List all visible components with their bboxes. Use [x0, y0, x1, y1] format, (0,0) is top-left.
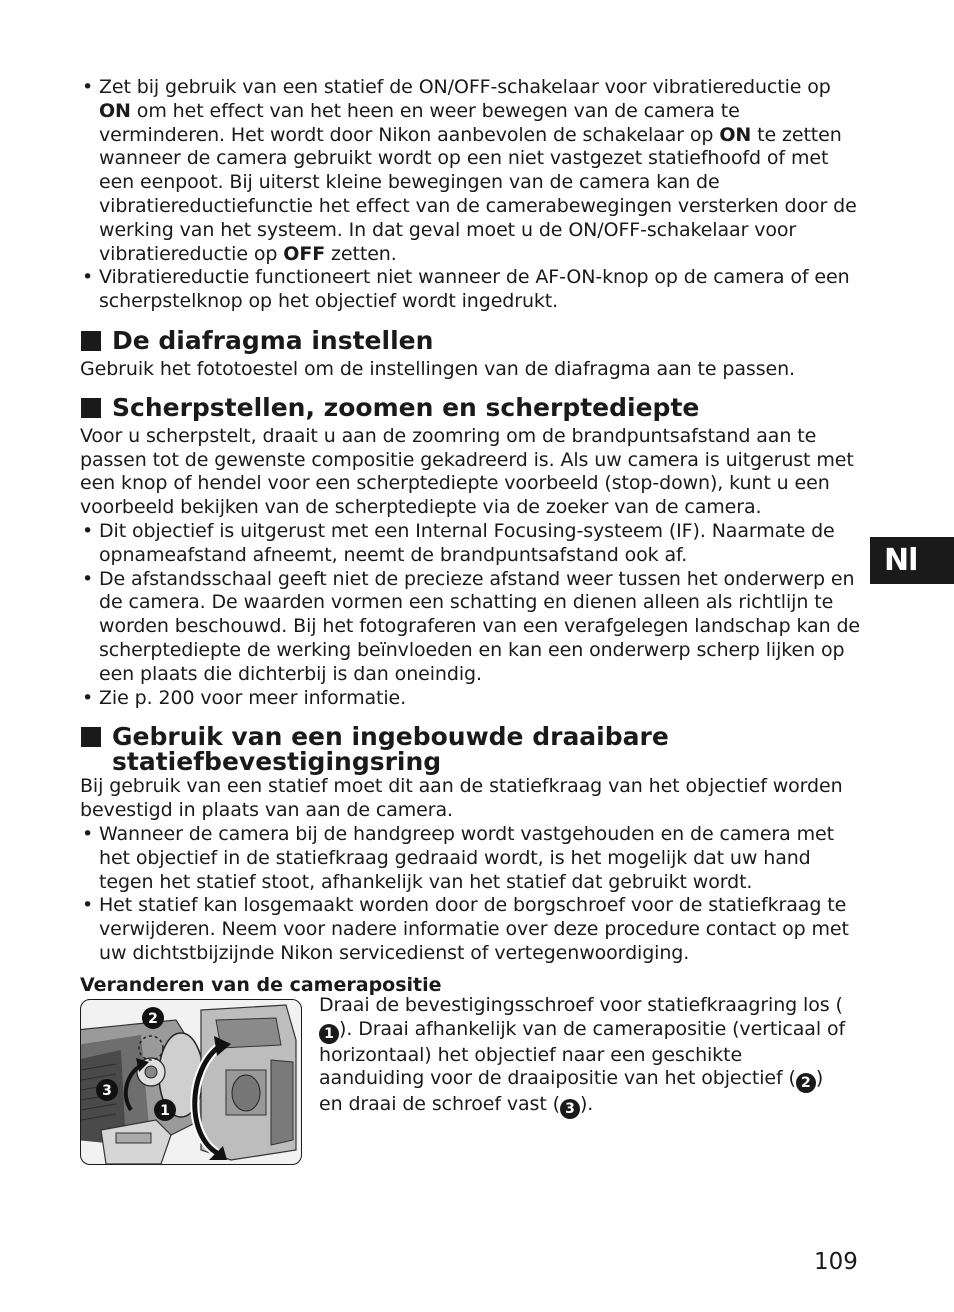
- heading-square-icon: [81, 727, 101, 747]
- language-tab: Nl: [870, 537, 954, 584]
- text-run: zetten.: [325, 242, 397, 265]
- heading-text-line1: Gebruik van een ingebouwde draaibare: [112, 722, 669, 752]
- list-item: [80, 76, 860, 266]
- list-item: • Zie p. 200 voor meer informatie.: [80, 687, 860, 711]
- callout-1-icon: [154, 1099, 176, 1121]
- svg-text:3: 3: [102, 1082, 112, 1099]
- section-heading: [80, 722, 860, 777]
- callout-2-icon: [142, 1007, 164, 1029]
- section-focus: [80, 392, 861, 711]
- list-item: • Dit objectief is uitgerust met een Internal Focusing-systeem (IF). Naarmate de opnameafstand afneemt, neemt de brandpuntsafstand ook af.: [80, 520, 860, 568]
- heading-text-line2: statiefbevestigingsring: [112, 747, 442, 777]
- step-3-icon: 3: [560, 1099, 580, 1119]
- svg-text:1: 1: [160, 1102, 170, 1119]
- page-content: [80, 76, 860, 1165]
- callout-3-icon: [96, 1079, 118, 1101]
- paragraph: Voor u scherpstelt, draait u aan de zoomring om de brandpuntsafstand aan te passen tot de gewenste compositie gekadreerd is. Als uw camera is uitgerust met een knop of hendel voor een scherptediepte voorbeeld (stop-down), kunt u een voorbeeld bekijken van de scherptediepte via de zoeker van de camera.: [80, 424, 854, 519]
- step-1-icon: 1: [319, 1024, 339, 1044]
- paragraph: Gebruik het fototoestel om de instellingen van de diafragma aan te passen.: [80, 357, 795, 380]
- heading-text: De diafragma instellen: [112, 325, 434, 355]
- figure-row: [80, 993, 860, 1165]
- list-item: [80, 266, 860, 314]
- text-run: ). Draai afhankelijk van de camerapositie (verticaal of horizontaal) het objectief naar een geschikte aanduiding voor de draaipositie van het objectief (: [319, 1017, 846, 1090]
- text-run: ) en draai de schroef vast (: [319, 1067, 824, 1116]
- section-heading: [80, 325, 860, 355]
- text-run: te zetten wanneer de camera gebruikt wordt op een niet vastgezet statiefhoofd of met een eenpoot. Bij uiterst kleine bewegingen van de camera kan de vibratiereductiefunctie het effect van de camerabewegingen versterken door de werking van het systeem. In dat geval moet u de ON/OFF-schakelaar voor vibratiereductie op: [99, 123, 857, 265]
- text-run: Vibratiereductie functioneert niet wanneer de AF-ON-knop op de camera of een scherpstelknop op het objectief wordt ingedrukt.: [99, 266, 850, 313]
- list-item: • De afstandsschaal geeft niet de precieze afstand weer tussen het onderwerp en de camera. De waarden vormen een schatting en dienen alleen als richtlijn te worden beschouwd. Bij het fotograferen van een verafgelegen landschap kan de scherptediepte de werking beïnvloeden en kan een onderwerp scherp lijken op een plaats die dichterbij is dan oneindig.: [80, 568, 860, 687]
- lens-camera-drawing: [81, 1000, 301, 1164]
- text-run: ).: [579, 1093, 594, 1116]
- page-number: 109: [814, 1249, 858, 1275]
- lens-rotation-illustration: [80, 999, 302, 1165]
- section-heading: [80, 392, 860, 422]
- section-tripod: [80, 724, 860, 965]
- bullet-list: [80, 520, 860, 710]
- heading-text: Scherpstellen, zoomen en scherptediepte: [112, 392, 700, 422]
- intro-bullet-list: [80, 76, 860, 314]
- figure-description: [319, 994, 849, 1165]
- step-2-icon: 2: [796, 1073, 816, 1093]
- subsection-camera-position: [80, 974, 860, 1165]
- bold-term: OFF: [283, 242, 326, 265]
- heading-square-icon: [81, 331, 101, 351]
- text-run: Zet bij gebruik van een statief de ON/OFF-schakelaar voor vibratiereductie op: [99, 76, 831, 98]
- section-aperture: [80, 325, 860, 382]
- bold-term: ON: [99, 99, 131, 122]
- bold-term: ON: [719, 123, 752, 146]
- paragraph: Bij gebruik van een statief moet dit aan de statiefkraag van het objectief worden bevestigd in plaats van aan de camera.: [80, 775, 843, 822]
- svg-text:2: 2: [148, 1010, 158, 1027]
- text-run: om het effect van het heen en weer bewegen van de camera te verminderen. Het wordt door Nikon aanbevolen de schakelaar op: [99, 99, 740, 146]
- bullet-list: [80, 823, 860, 966]
- subsection-heading: Veranderen van de camerapositie: [80, 973, 442, 996]
- text-run: Draai de bevestigingsschroef voor statiefkraagring los (: [319, 993, 843, 1016]
- list-item: • Het statief kan losgemaakt worden door de borgschroef voor de statiefkraag te verwijderen. Neem voor nadere informatie over deze procedure contact op met uw dichtstbijzijnde Nikon servicedienst of vertegenwoordiging.: [80, 894, 860, 965]
- list-item: • Wanneer de camera bij de handgreep wordt vastgehouden en de camera met het objectief in de statiefkraag gedraaid wordt, is het mogelijk dat uw hand tegen het statief stoot, afhankelijk van het statief dat gebruikt wordt.: [80, 823, 860, 894]
- heading-square-icon: [81, 398, 101, 418]
